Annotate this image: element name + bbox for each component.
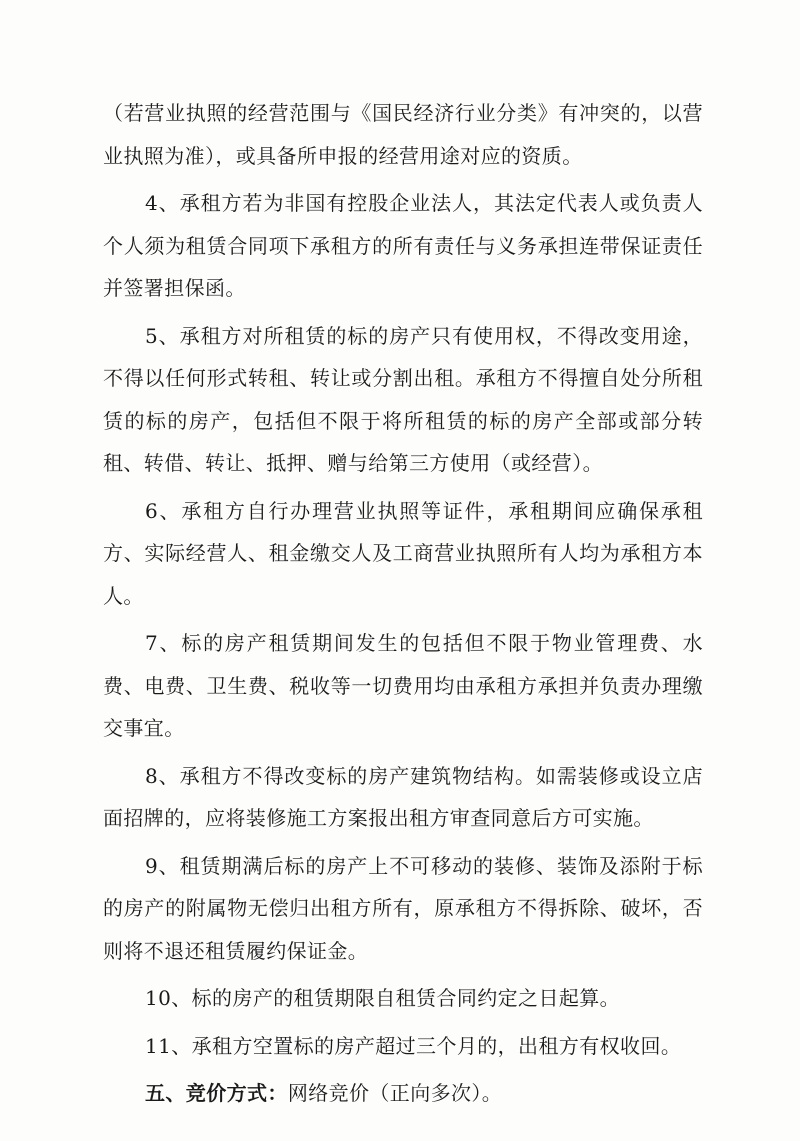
paragraph-item-4: 4、承租方若为非国有控股企业法人，其法定代表人或负责人个人须为租赁合同项下承租方的所有责任与义务承担连带保证责任并签署担保函。: [103, 191, 703, 300]
paragraph-item-7: 7、标的房产租赁期间发生的包括但不限于物业管理费、水费、电费、卫生费、税收等一切费用均由承租方承担并负责办理缴交事宜。: [103, 631, 703, 740]
section-bidding-method: [103, 1072, 703, 1115]
paragraph-item-9: 9、租赁期满后标的房产上不可移动的装修、装饰及添附于标的房产的附属物无偿归出租方所有，原承租方不得拆除、破坏，否则将不退还租赁履约保证金。: [103, 853, 703, 963]
paragraph-item-8: 8、承租方不得改变标的房产建筑物结构。如需装修或设立店面招牌的，应将装修施工方案报出租方审查同意后方可实施。: [103, 763, 703, 830]
section-heading: 五、竞价方式：: [145, 1081, 288, 1105]
paragraph-item-5: 5、承租方对所租赁的标的房产只有使用权，不得改变用途，不得以任何形式转租、转让或分割出租。承租方不得擅自处分所租赁的标的房产，包括但不限于将所租赁的标的房产全部或部分转租、转借、转让、抵押、赠与给第三方使用（或经营）。: [103, 323, 703, 475]
paragraph-qualification-note: （若营业执照的经营范围与《国民经济行业分类》有冲突的，以营业执照为准），或具备所申报的经营用途对应的资质。: [103, 101, 703, 168]
paragraph-item-6: 6、承租方自行办理营业执照等证件，承租期间应确保承租方、实际经营人、租金缴交人及工商营业执照所有人均为承租方本人。: [103, 498, 703, 608]
document-body: [103, 92, 703, 1115]
section-text: 网络竞价（正向多次）。: [287, 1081, 503, 1105]
paragraph-item-11: 11、承租方空置标的房产超过三个月的，出租方有权收回。: [145, 1033, 682, 1058]
paragraph-item-10: 10、标的房产的租赁期限自租赁合同约定之日起算。: [145, 986, 621, 1010]
